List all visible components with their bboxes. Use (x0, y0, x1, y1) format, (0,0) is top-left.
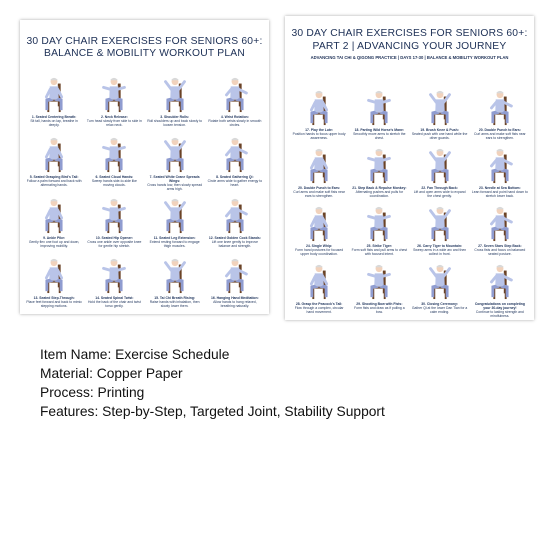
seated-figure-illustration (216, 134, 254, 174)
exercise-card (349, 84, 409, 142)
exercise-description: Cross fists and focus on balanced seated posture. (474, 248, 526, 256)
exercise-caption (207, 115, 263, 128)
seated-figure-illustration (35, 74, 73, 114)
seated-figure-illustration (360, 87, 398, 127)
exercise-description: Circle arms wide to gather energy to heart. (207, 179, 263, 187)
seated-figure-illustration (360, 145, 398, 185)
exercise-label: 25. Strike Tiger: (366, 244, 393, 248)
seated-figure-illustration (421, 145, 459, 185)
exercise-card (289, 84, 349, 142)
seated-figure-illustration (481, 261, 519, 301)
exercise-caption (412, 186, 468, 199)
seated-figure-illustration (156, 255, 194, 295)
exercise-description: Gently flex one foot up and down, improving mobility. (28, 239, 80, 248)
seated-figure-illustration (95, 255, 133, 295)
seated-figure-illustration (421, 261, 459, 301)
exercise-caption (472, 128, 528, 141)
exercise-description: Curl arms and make soft fists near ears to strengthen. (293, 190, 345, 198)
product-specs (40, 345, 385, 421)
seated-figure-illustration (35, 255, 73, 295)
exercise-card (145, 68, 205, 129)
exercise-card (470, 84, 530, 142)
seated-figure-illustration (216, 195, 254, 235)
poster-1-title-line2: BALANCE & MOBILITY WORKOUT PLAN (44, 48, 245, 59)
exercise-description: Cross one ankle over opposite knee for gentle hip stretch. (87, 239, 142, 248)
exercise-caption (291, 186, 347, 199)
exercise-description: Hold the back of the chair and twist torso gently. (87, 300, 141, 308)
poster-1-exercise-grid (24, 68, 265, 310)
exercise-label: 13. Seated Step-Through: (33, 296, 75, 300)
exercise-caption (26, 296, 82, 309)
exercise-card (470, 142, 530, 200)
exercise-label: 21. Step Back & Repulse Monkey: (352, 186, 407, 190)
exercise-description: Follow a palm forward and back with alternating hands. (26, 179, 82, 187)
exercise-card (84, 189, 144, 250)
exercise-label: 10. Seated Hip Opener: (95, 235, 133, 240)
seated-figure-illustration (156, 195, 194, 235)
exercise-label: 23. Needle at Sea Bottom: (479, 186, 521, 190)
exercise-caption (147, 236, 203, 249)
exercise-card (410, 200, 470, 258)
seated-figure-illustration (300, 145, 338, 185)
exercise-description: Smoothly move arms to stretch the chest. (353, 132, 406, 140)
exercise-label: 19. Brush Knee & Push: (420, 128, 459, 132)
spec-features: Features: Step-by-Step, Targeted Joint, Stability Support (40, 404, 385, 419)
exercise-label: 26. Carry Tiger to Mountain: (417, 244, 463, 248)
seated-figure-illustration (216, 74, 254, 114)
exercise-card (289, 142, 349, 200)
poster-part-1 (20, 20, 269, 314)
exercise-card (24, 250, 84, 311)
exercise-card (289, 258, 349, 316)
seated-figure-illustration (95, 74, 133, 114)
exercise-label: 28. Grasp the Peacock's Tail: (295, 302, 343, 306)
exercise-card (24, 189, 84, 250)
seated-figure-illustration (95, 195, 133, 235)
seated-figure-illustration (95, 134, 133, 174)
exercise-label: Congratulations on completing your 30-day journey! (474, 302, 525, 310)
exercise-caption (291, 302, 347, 315)
exercise-label: 17. Play the Lute: (305, 128, 334, 132)
exercise-caption (147, 296, 203, 309)
exercise-card (84, 250, 144, 311)
exercise-card (84, 129, 144, 190)
exercise-card (145, 189, 205, 250)
seated-figure-illustration (421, 203, 459, 243)
exercise-caption (412, 244, 468, 257)
exercise-caption (412, 302, 468, 315)
exercise-card (410, 142, 470, 200)
exercise-label: 2. Neck Release: (100, 114, 128, 119)
seated-figure-illustration (481, 145, 519, 185)
poster-part-2 (285, 16, 534, 320)
exercise-caption (472, 244, 528, 257)
exercise-caption (86, 115, 142, 128)
exercise-caption (147, 175, 203, 191)
seated-figure-illustration (35, 134, 73, 174)
spec-process: Process: Printing (40, 385, 145, 400)
exercise-caption (351, 186, 407, 199)
exercise-card (410, 258, 470, 316)
exercise-label: 22. Fan Through Back: (421, 186, 458, 190)
exercise-card (205, 129, 265, 190)
exercise-description: Sit tall, hands on lap, breathe in deeply. (30, 118, 78, 127)
exercise-description: Sweep hands side-to-side like moving clouds. (91, 179, 137, 187)
exercise-label: 14. Seated Spinal Twist: (95, 296, 134, 300)
exercise-description: Extend resting forward to engage thigh muscles. (149, 239, 200, 248)
seated-figure-illustration (421, 87, 459, 127)
exercise-card (205, 68, 265, 129)
exercise-card (470, 200, 530, 258)
exercise-card (24, 129, 84, 190)
exercise-caption (26, 115, 82, 128)
seated-figure-illustration (300, 87, 338, 127)
exercise-label: 20. Double Punch to Ears: (478, 128, 521, 132)
exercise-label: 6. Seated Cloud Hands: (95, 175, 134, 179)
exercise-card (205, 189, 265, 250)
seated-figure-illustration (156, 74, 194, 114)
spec-material: Material: Copper Paper (40, 366, 183, 381)
exercise-label: 15. Tai Chi Breath Rising: (154, 296, 196, 300)
seated-figure-illustration (35, 195, 73, 235)
exercise-label: 7. Seated White Crane Spreads Wings: (149, 175, 200, 183)
poster-1-title (20, 36, 269, 60)
seated-figure-illustration (360, 203, 398, 243)
seated-figure-illustration (216, 255, 254, 295)
exercise-caption (351, 302, 407, 315)
exercise-card (145, 129, 205, 190)
exercise-description: Form soft fists and pull arms to chest with focused intent. (351, 248, 408, 256)
poster-2-title-line1: 30 DAY CHAIR EXERCISES FOR SENIORS 60+: (291, 28, 528, 39)
exercise-label: 3. Shoulder Rolls: (160, 114, 190, 119)
exercise-label: 8. Seated Gathering Qi: (216, 175, 254, 179)
exercise-label: 20. Double Punch to Ears: (298, 186, 341, 190)
exercise-caption (207, 175, 263, 188)
exercise-label: 30. Closing Ceremony: (421, 302, 458, 306)
exercise-card (349, 142, 409, 200)
exercise-card (205, 250, 265, 311)
exercise-description: Cross hands low, then slowly spread arms high. (147, 183, 203, 191)
exercise-description: Roll shoulders up and back slowly to loosen tension. (147, 118, 203, 127)
exercise-description: Form hand postures for focused upper body coordination. (295, 248, 344, 256)
exercise-description: Continue to lasting strength and mindfulness. (475, 310, 524, 318)
seated-figure-illustration (481, 87, 519, 127)
exercise-description: Sweep arms in a wide arc and then collect in front. (413, 248, 467, 256)
exercise-label: 16. Hanging Hand Meditation: (211, 296, 259, 300)
exercise-description: Turn head slowly from side to side in relax neck. (86, 118, 142, 127)
exercise-description: Gather Qi at the lower Dan Tian for a calm ending. (411, 306, 468, 314)
exercise-description: Form fists and draw as if pulling a bow. (354, 306, 405, 314)
exercise-caption (207, 236, 263, 249)
exercise-description: Curl arms and make soft fists near ears to strengthen. (474, 132, 526, 140)
exercise-card (24, 68, 84, 129)
exercise-caption (86, 296, 142, 309)
exercise-description: Flow through a complex, circular hand movement. (294, 306, 344, 314)
exercise-card (410, 84, 470, 142)
exercise-description: Alternating pushes and pulls for coordination. (355, 190, 404, 198)
exercise-caption (412, 128, 468, 141)
exercise-description: Lift one knee gently to improve balance and strength. (211, 239, 258, 248)
exercise-card (145, 250, 205, 311)
exercise-caption (351, 244, 407, 257)
exercise-card (470, 258, 530, 316)
exercise-card (289, 200, 349, 258)
exercise-caption (86, 236, 142, 249)
exercise-label: 18. Parting Wild Horse's Mane: (354, 128, 405, 132)
exercise-description: Lean forward and point hand down to stretch lower back. (471, 190, 528, 198)
exercise-caption (207, 296, 263, 309)
exercise-label: 1. Seated Centering Breath: (31, 114, 77, 119)
exercise-caption (291, 128, 347, 141)
exercise-caption (147, 115, 203, 128)
exercise-description: Position hands to focus upper body awareness. (292, 132, 346, 140)
exercise-caption (351, 128, 407, 141)
exercise-caption (86, 175, 142, 188)
exercise-label: 29. Shooting Bow with Fists: (356, 302, 403, 306)
exercise-label: 12. Seated Golden Cock Stands: (208, 235, 261, 240)
seated-figure-illustration (156, 134, 194, 174)
exercise-label: 27. Seven Stars Step Back: (478, 244, 522, 248)
exercise-description: Rotate both wrists slowly in smooth circles. (208, 118, 262, 127)
poster-2-title (285, 28, 534, 53)
exercise-card (84, 68, 144, 129)
poster-1-title-line1: 30 DAY CHAIR EXERCISES FOR SENIORS 60+: (26, 36, 263, 47)
exercise-label: 24. Single Whip: (306, 244, 333, 248)
exercise-description: Seated push with one hand while the other guards. (411, 132, 468, 140)
exercise-description: Allow hands to hang relaxed, breathing naturally. (213, 300, 257, 308)
poster-2-title-line2: PART 2 | ADVANCING YOUR JOURNEY (312, 40, 507, 52)
exercise-label: 4. Wrist Rotation: (220, 114, 249, 119)
exercise-caption (26, 236, 82, 249)
exercise-label: 9. Ankle Pike: (43, 235, 66, 240)
seated-figure-illustration (481, 203, 519, 243)
exercise-description: Raise hands with inhalation, then slowly lower them. (149, 300, 200, 308)
exercise-label: 5. Seated Grasping Bird's Tail: (29, 175, 79, 179)
exercise-card (349, 200, 409, 258)
seated-figure-illustration (300, 261, 338, 301)
spec-item-name: Item Name: Exercise Schedule (40, 347, 230, 362)
poster-2-subtitle: ADVANCING TAI CHI & QIGONG PRACTICE | DAYS 17-30 | BALANCE & MOBILITY WORKOUT PLAN (310, 55, 509, 60)
poster-2-exercise-grid (289, 84, 530, 316)
exercise-description: Lift and open arms wide to expand the chest gently. (413, 190, 466, 198)
exercise-caption (26, 175, 82, 188)
exercise-label: 11. Seated Leg Extension: (153, 235, 196, 240)
exercise-caption (291, 244, 347, 257)
exercise-caption (472, 186, 528, 199)
exercise-caption (472, 302, 528, 318)
seated-figure-illustration (300, 203, 338, 243)
exercise-card (349, 258, 409, 316)
exercise-description: Place feet forward and back to mimic stepping motions. (26, 300, 82, 308)
seated-figure-illustration (360, 261, 398, 301)
